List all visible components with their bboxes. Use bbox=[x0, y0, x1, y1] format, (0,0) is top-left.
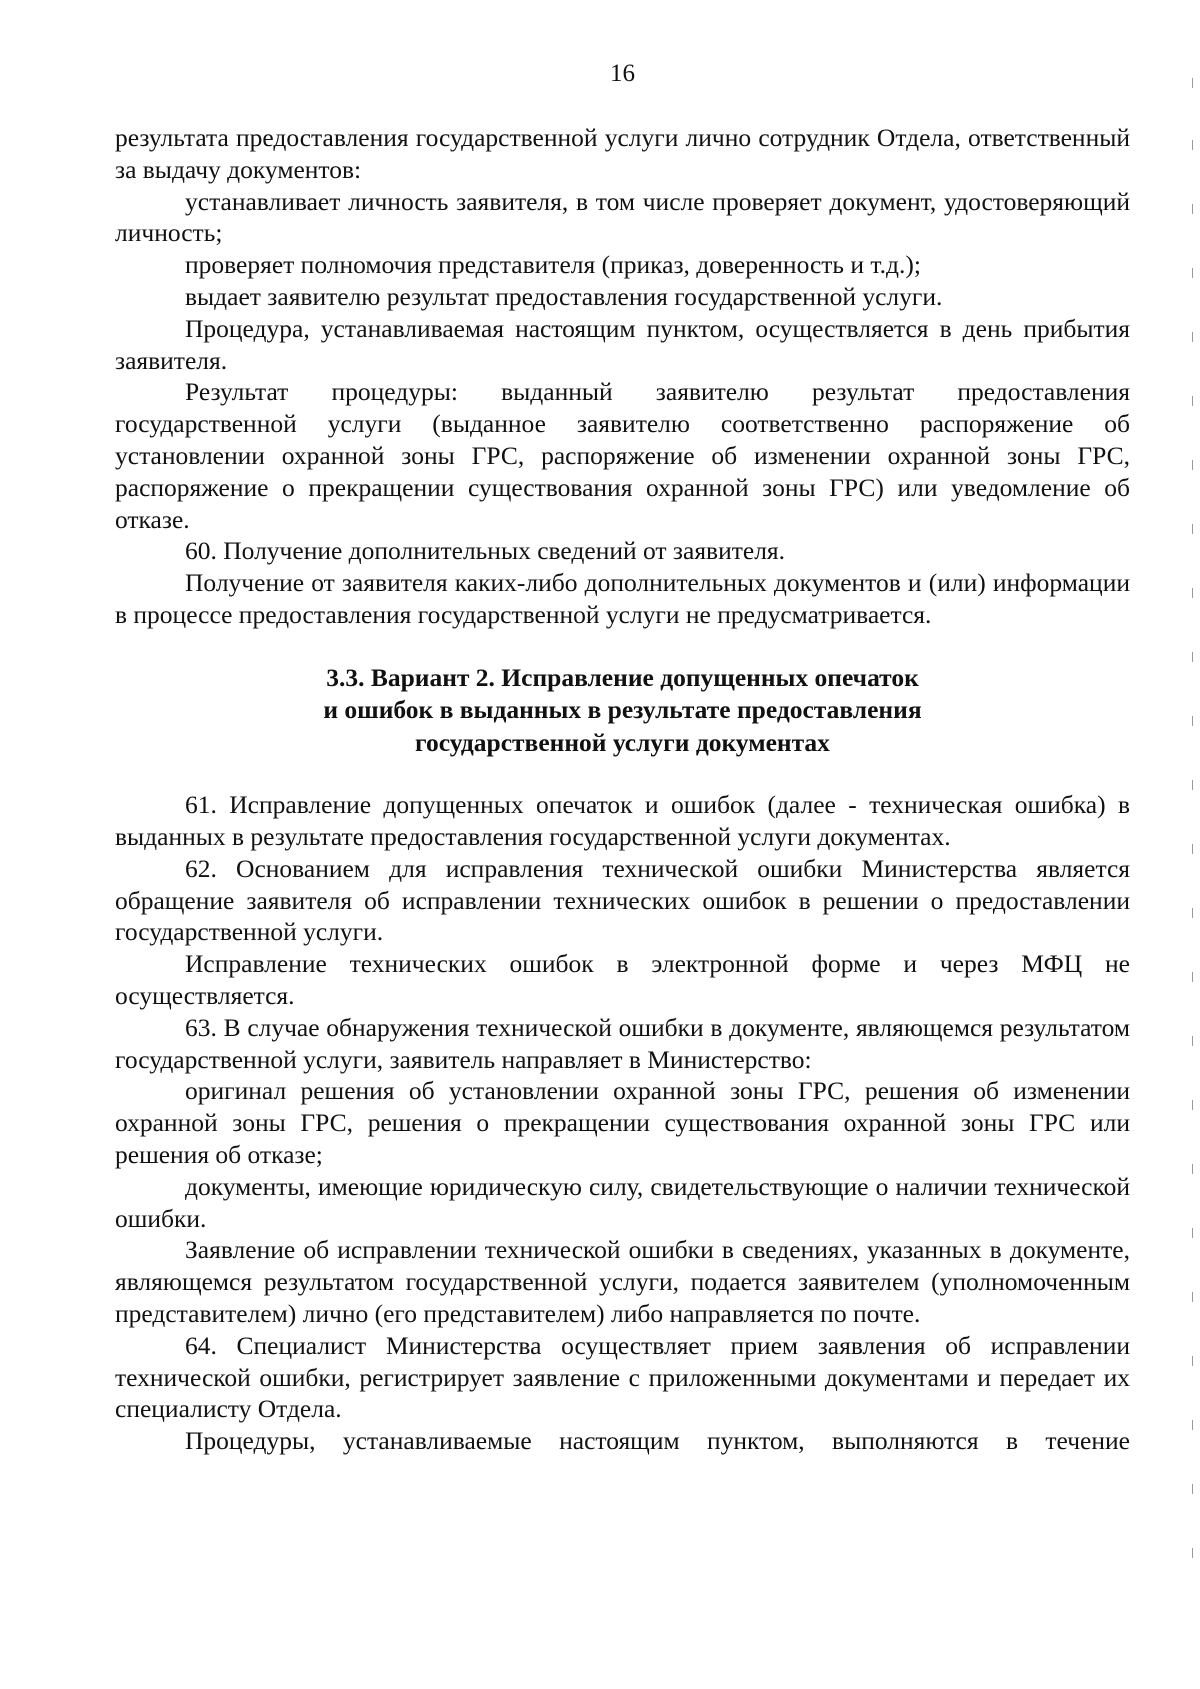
paragraph: оригинал решения об установлении охранной зоны ГРС, решения об изменении охранной зоны ГРС, решения о прекращении существования охранной зоны ГРС или решения об отказе; bbox=[115, 1076, 1130, 1170]
paragraph: Результат процедуры: выданный заявителю результат предоставления государственной услуги (выданное заявителю соответственно распоряжение об установлении охранной зоны ГРС, распоряжение об изменении охранной зоны ГРС, распоряжение о прекращении существования охранной зоны ГРС) или уведомление об отказе. bbox=[115, 377, 1130, 534]
section-heading-line: и ошибок в выданных в результате предоставления bbox=[323, 695, 922, 725]
paragraph: 63. В случае обнаружения технической ошибки в документе, являющемся результатом государственной услуги, заявитель направляет в Министерство: bbox=[115, 1012, 1130, 1074]
paragraph: выдает заявителю результат предоставления государственной услуги. bbox=[185, 281, 943, 311]
document-body bbox=[115, 122, 1130, 1457]
paragraph: Получение от заявителя каких-либо дополнительных документов и (или) информации в процессе предоставления государственной услуги не предусматривается. bbox=[115, 568, 1130, 629]
paragraph: Заявление об исправлении технической ошибки в сведениях, указанных в документе, являющемся результатом государственной услуги, подается заявителем (уполномоченным представителем) лично (его представителем) либо направляется по почте. bbox=[115, 1235, 1130, 1328]
paragraph: 61. Исправление допущенных опечаток и ошибок (далее - техническая ошибка) в выданных в результате предоставления государственной услуги документах. bbox=[115, 790, 1130, 852]
section-heading-line: государственной услуги документах bbox=[415, 727, 830, 757]
paragraph: 64. Специалист Министерства осуществляет прием заявления об исправлении технической ошибки, регистрирует заявление с приложенными документами и передает их специалисту Отдела. bbox=[115, 1330, 1130, 1424]
paragraph: 60. Получение дополнительных сведений от заявителя. bbox=[185, 536, 786, 566]
paragraph: Исправление технических ошибок в электронной форме и через МФЦ не осуществляется. bbox=[115, 949, 1130, 1011]
page-number: 16 bbox=[610, 60, 635, 87]
paragraph: проверяет полномочия представителя (приказ, доверенность и т.д.); bbox=[185, 250, 921, 280]
paragraph: Процедура, устанавливаемая настоящим пунктом, осуществляется в день прибытия заявителя. bbox=[115, 313, 1130, 375]
scan-edge-marks bbox=[1188, 0, 1200, 1689]
section-heading bbox=[115, 662, 1130, 760]
paragraph: 62. Основанием для исправления технической ошибки Министерства является обращение заявителя об исправлении технических ошибок в решении о предоставлении государственной услуги. bbox=[115, 853, 1130, 947]
section-heading-line: 3.3. Вариант 2. Исправление допущенных опечаток bbox=[326, 662, 919, 692]
paragraph: документы, имеющие юридическую силу, свидетельствующие о наличии технической ошибки. bbox=[115, 1171, 1130, 1233]
paragraph: результата предоставления государственной услуги лично сотрудник Отдела, ответственный за выдачу документов: bbox=[115, 123, 1130, 184]
paragraph: Процедуры, устанавливаемые настоящим пунктом, выполняются в течение bbox=[185, 1426, 1130, 1456]
paragraph: устанавливает личность заявителя, в том числе проверяет документ, удостоверяющий личность; bbox=[115, 186, 1130, 248]
